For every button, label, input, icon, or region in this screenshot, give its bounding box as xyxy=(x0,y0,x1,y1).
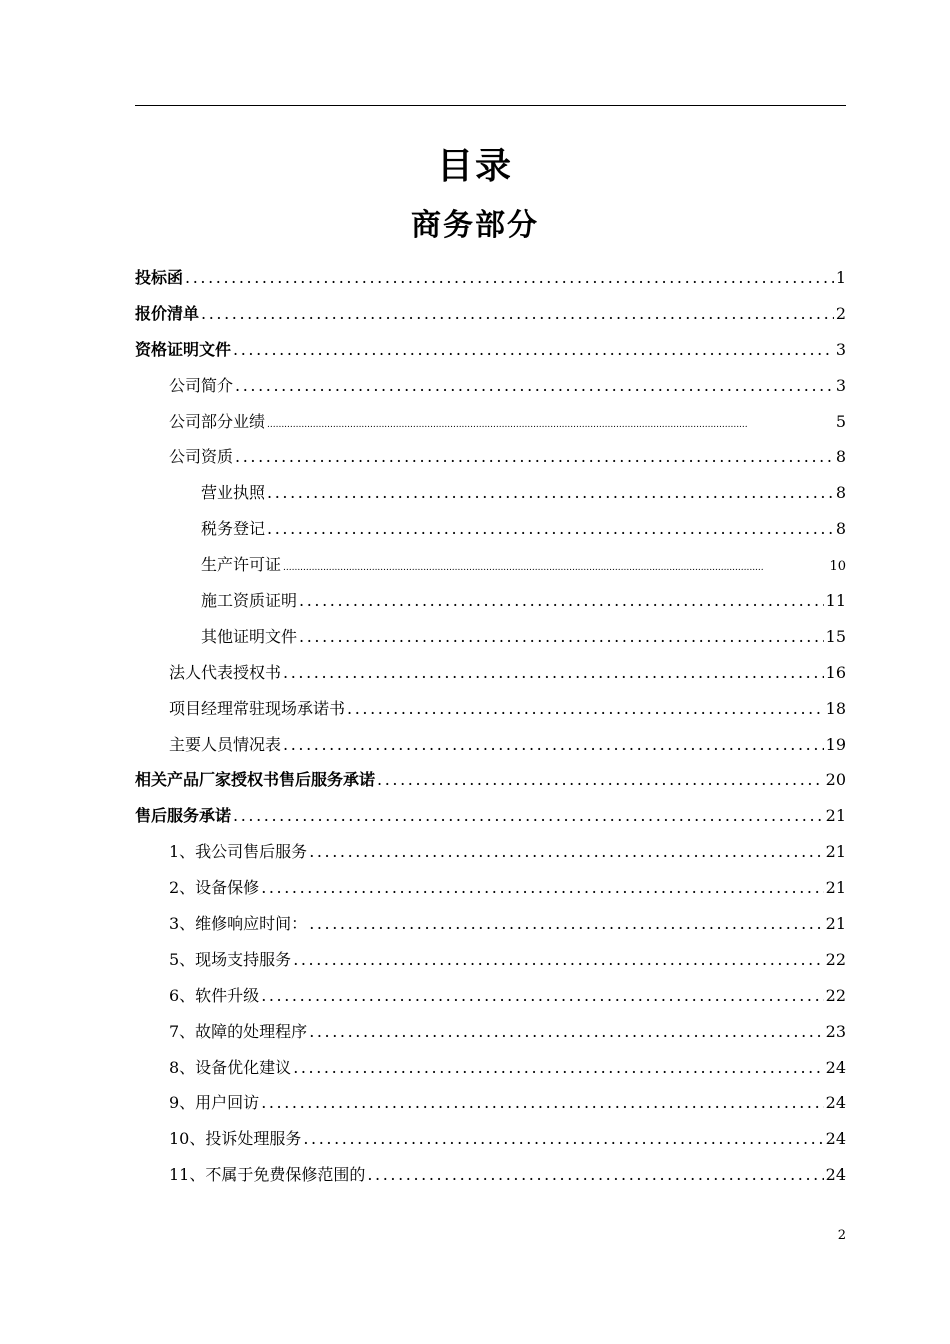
toc-dot-leader xyxy=(299,583,824,619)
toc-dot-leader xyxy=(233,798,824,834)
toc-dot-leader xyxy=(283,551,827,587)
section-subtitle: 商务部分 xyxy=(411,208,539,243)
toc-entry-page: 21 xyxy=(825,842,846,862)
toc-entry[interactable] xyxy=(135,1157,846,1193)
toc-entry[interactable] xyxy=(135,655,846,691)
toc-entry-label: 生产许可证 xyxy=(201,555,282,575)
toc-entry-page: 2 xyxy=(835,303,846,323)
toc-entry-label: 3、维修响应时间： xyxy=(169,914,308,934)
toc-entry-page: 24 xyxy=(825,1093,846,1113)
toc-entry[interactable] xyxy=(135,870,846,906)
toc-dot-leader xyxy=(283,727,824,763)
toc-entry-page: 3 xyxy=(835,339,846,359)
toc-entry-label: 9、用户回访 xyxy=(169,1093,260,1113)
toc-dot-leader xyxy=(309,834,823,870)
toc-dot-leader xyxy=(185,260,834,296)
toc-entry-page: 3 xyxy=(835,375,846,395)
toc-entry-page: 22 xyxy=(825,949,846,969)
toc-dot-leader xyxy=(377,762,824,798)
toc-entry[interactable] xyxy=(135,1050,846,1086)
toc-entry-label: 8、设备优化建议 xyxy=(169,1057,292,1077)
toc-entry-page: 16 xyxy=(825,662,846,682)
page-number: 2 xyxy=(837,1228,846,1243)
toc-entry[interactable] xyxy=(135,1014,846,1050)
toc-entry[interactable] xyxy=(135,942,846,978)
toc-entry-page: 24 xyxy=(825,1129,846,1149)
toc-dot-leader xyxy=(283,655,824,691)
toc-entry-label: 2、设备保修 xyxy=(169,878,260,898)
toc-entry[interactable] xyxy=(135,368,846,404)
toc-entry[interactable] xyxy=(135,978,846,1014)
toc-entry[interactable] xyxy=(135,583,846,619)
toc-entry-page: 8 xyxy=(835,447,846,467)
toc-dot-leader xyxy=(309,906,823,942)
toc-dot-leader xyxy=(261,870,823,906)
toc-dot-leader xyxy=(267,511,834,547)
toc-dot-leader xyxy=(293,942,823,978)
toc-entry-label: 10、投诉处理服务 xyxy=(169,1129,302,1149)
toc-entry[interactable] xyxy=(135,404,846,440)
toc-entry[interactable] xyxy=(135,762,846,798)
toc-entry-label: 5、现场支持服务 xyxy=(169,949,292,969)
toc-entry[interactable] xyxy=(135,619,846,655)
toc-entry-label: 11、不属于免费保修范围的 xyxy=(169,1165,366,1185)
page-title: 目录 xyxy=(436,146,513,187)
toc-entry-page: 11 xyxy=(825,591,846,611)
toc-dot-leader xyxy=(261,1085,823,1121)
toc-dot-leader xyxy=(303,1121,823,1157)
toc-entry-label: 公司资质 xyxy=(169,447,234,467)
toc-entry-page: 15 xyxy=(825,626,846,646)
toc-dot-leader xyxy=(299,619,824,655)
toc-entry-page: 20 xyxy=(825,770,846,790)
toc-dot-leader xyxy=(267,408,834,444)
toc-dot-leader xyxy=(309,1014,823,1050)
toc-entry-label: 1、我公司售后服务 xyxy=(169,842,308,862)
toc-entry[interactable] xyxy=(135,1085,846,1121)
toc-entry-label: 资格证明文件 xyxy=(135,339,232,359)
toc-entry-page: 21 xyxy=(825,914,846,934)
toc-dot-leader xyxy=(367,1157,823,1193)
toc-entry-label: 法人代表授权书 xyxy=(169,662,282,682)
toc-entry-label: 相关产品厂家授权书售后服务承诺 xyxy=(135,770,376,790)
toc-entry[interactable] xyxy=(135,727,846,763)
toc-entry-page: 8 xyxy=(835,519,846,539)
toc-entry-label: 公司部分业绩 xyxy=(169,411,266,431)
toc-dot-leader xyxy=(293,1050,823,1086)
toc-dot-leader xyxy=(235,439,834,475)
toc-dot-leader xyxy=(347,691,824,727)
toc-entry[interactable] xyxy=(135,511,846,547)
toc-entry-label: 项目经理常驻现场承诺书 xyxy=(169,698,346,718)
header-rule xyxy=(135,105,846,106)
toc-dot-leader xyxy=(201,296,834,332)
toc-entry[interactable] xyxy=(135,296,846,332)
toc-entry[interactable] xyxy=(135,691,846,727)
toc-dot-leader xyxy=(261,978,823,1014)
toc-entry-label: 售后服务承诺 xyxy=(135,806,232,826)
toc-entry-label: 其他证明文件 xyxy=(201,626,298,646)
toc-entry-label: 税务登记 xyxy=(201,519,266,539)
toc-entry-page: 21 xyxy=(825,806,846,826)
toc-entry[interactable] xyxy=(135,547,846,583)
toc-entry[interactable] xyxy=(135,260,846,296)
toc-entry-page: 18 xyxy=(825,698,846,718)
toc-entry-page: 22 xyxy=(825,985,846,1005)
toc-dot-leader xyxy=(233,332,834,368)
toc-entry-page: 24 xyxy=(825,1165,846,1185)
toc-entry[interactable] xyxy=(135,798,846,834)
toc-entry-label: 施工资质证明 xyxy=(201,591,298,611)
toc-dot-leader xyxy=(235,368,834,404)
toc-entry-label: 6、软件升级 xyxy=(169,985,260,1005)
toc-entry-label: 营业执照 xyxy=(201,483,266,503)
toc-entry-page: 1 xyxy=(835,268,846,287)
toc-entry[interactable] xyxy=(135,906,846,942)
toc-entry[interactable] xyxy=(135,1121,846,1157)
toc-entry-page: 8 xyxy=(835,483,846,503)
toc-entry-label: 公司简介 xyxy=(169,375,234,395)
toc-entry[interactable] xyxy=(135,475,846,511)
toc-entry-label: 主要人员情况表 xyxy=(169,734,282,754)
toc-entry[interactable] xyxy=(135,332,846,368)
table-of-contents xyxy=(135,260,846,1193)
toc-entry-label: 投标函 xyxy=(135,268,184,287)
toc-entry-label: 报价清单 xyxy=(135,303,200,323)
toc-entry[interactable] xyxy=(135,439,846,475)
toc-entry-page: 10 xyxy=(829,559,846,575)
toc-dot-leader xyxy=(267,475,834,511)
toc-entry-page: 21 xyxy=(825,878,846,898)
toc-entry-label: 7、故障的处理程序 xyxy=(169,1021,308,1041)
toc-entry-page: 19 xyxy=(825,734,846,754)
toc-entry-page: 24 xyxy=(825,1057,846,1077)
toc-entry-page: 5 xyxy=(835,411,846,431)
toc-entry[interactable] xyxy=(135,834,846,870)
toc-entry-page: 23 xyxy=(825,1021,846,1041)
